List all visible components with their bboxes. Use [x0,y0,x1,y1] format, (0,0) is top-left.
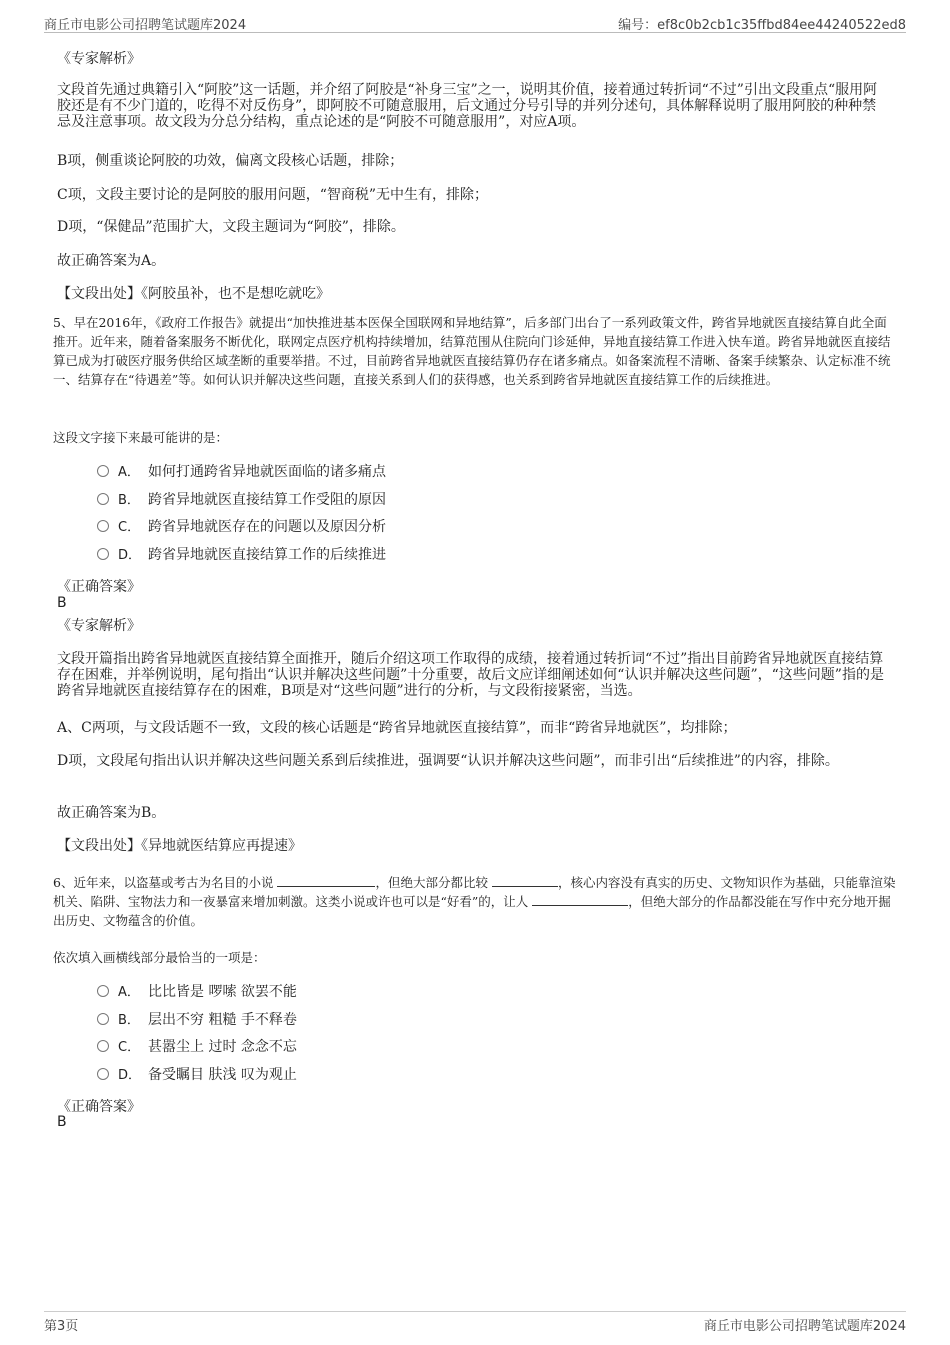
question-5-option-a[interactable]: A． 如何打通跨省异地就医面临的诸多痛点 [97,462,386,482]
source-citation: 【文段出处】《异地就医结算应再提速》 [57,838,302,854]
analysis-paragraph: B项，侧重谈论阿胶的功效，偏离文段核心话题，排除； [57,153,404,169]
radio-icon[interactable] [97,548,109,560]
header-title: 商丘市电影公司招聘笔试题库2024 [44,18,247,33]
radio-icon[interactable] [97,985,109,997]
page-header [44,12,906,33]
blank-line-1 [277,874,375,887]
analysis-paragraph: D项，“保健品”范围扩大，文段主题词为“阿胶”，排除。 [57,219,405,235]
question-5-prompt: 这段文字接下来最可能讲的是： [53,430,229,445]
footer-title: 商丘市电影公司招聘笔试题库2024 [703,1319,906,1334]
question-5-option-c[interactable]: C． 跨省异地就医存在的问题以及原因分析 [97,517,386,537]
correct-answer-label: 《正确答案》 [57,1099,141,1115]
blank-line-3 [532,893,628,906]
question-6-option-c[interactable]: C． 甚嚣尘上 过时 念念不忘 [97,1037,297,1057]
analysis-paragraph: 文段首先通过典籍引入“阿胶”这一话题，并介绍了阿胶是“补身三宝”之一，说明其价值，接着通过转折词“不过”引出文段重点“服用阿胶还是有不少门道的，吃得不对反伤身”，即阿胶不可随意服用，后文通过分号引导的并列分述句，具体解释说明了服用阿胶的种种禁忌及注意事项。故文段为分总分结构，重点论述的是“阿胶不可随意服用”，对应A项。 [57,82,878,130]
correct-answer-value: B [57,595,67,611]
question-6-option-d[interactable]: D． 备受瞩目 肤浅 叹为观止 [97,1065,297,1085]
radio-icon[interactable] [97,1068,109,1080]
blank-line-2 [492,874,558,887]
question-5-option-d[interactable]: D． 跨省异地就医直接结算工作的后续推进 [97,545,386,565]
radio-icon[interactable] [97,465,109,477]
correct-answer-value: B [57,1114,67,1130]
analysis-conclusion: 故正确答案为A。 [57,253,166,269]
radio-icon[interactable] [97,1013,109,1025]
page-number: 第3页 [44,1319,79,1334]
correct-answer-label: 《正确答案》 [57,579,141,595]
radio-icon[interactable] [97,493,109,505]
question-5-option-b[interactable]: B． 跨省异地就医直接结算工作受阻的原因 [97,490,386,510]
expert-analysis-label: 《专家解析》 [57,51,141,67]
radio-icon[interactable] [97,1040,109,1052]
header-doc-id: 编号：ef8c0b2cb1c35ffbd84ee44240522ed8 [618,18,906,33]
analysis-paragraph: 文段开篇指出跨省异地就医直接结算全面推开，随后介绍这项工作取得的成绩，接着通过转折词“不过”指出目前跨省异地就医直接结算存在困难，并举例说明，尾句指出“认识并解决这些问题”十分重要，故后文应详细阐述如何“认识并解决这些问题”，“这些问题”指的是跨省异地就医直接结算存在的困难，B项是对“这些问题”进行的分析，与文段衔接紧密，当选。 [57,651,884,699]
page-footer [44,1311,906,1334]
radio-icon[interactable] [97,520,109,532]
analysis-paragraph: C项，文段主要讨论的是阿胶的服用问题，“智商税”无中生有，排除； [57,187,489,203]
analysis-conclusion: 故正确答案为B。 [57,805,166,821]
source-citation: 【文段出处】《阿胶虽补，也不是想吃就吃》 [57,286,330,302]
analysis-paragraph: A、C两项，与文段话题不一致，文段的核心话题是“跨省异地就医直接结算”，而非“跨省异地就医”，均排除； [57,720,737,736]
question-6-prompt: 依次填入画横线部分最恰当的一项是： [53,950,266,965]
question-6-option-b[interactable]: B． 层出不穷 粗糙 手不释卷 [97,1010,297,1030]
question-5-text: 5、早在2016年，《政府工作报告》就提出“加快推进基本医保全国联网和异地结算”，后多部门出台了一系列政策文件，跨省异地就医直接结算自此全面推开。近年来，随着备案服务不断优化，联网定点医疗机构持续增加，结算范围从住院向门诊延伸，异地直接结算工作进入快车道。跨省异地就医直接结算已成为打破医疗服务供给区域垄断的重要举措。不过，目前跨省异地就医直接结算仍存在诸多痛点。如备案流程不清晰、备案手续繁杂、认定标准不统一、结算存在“待遇差”等。如何认识并解决这些问题，直接关系到人们的获得感，也关系到跨省异地就医直接结算工作的后续推进。 [53,315,891,387]
analysis-paragraph: D项，文段尾句指出认识并解决这些问题关系到后续推进，强调要“认识并解决这些问题”，而非引出“后续推进”的内容，排除。 [57,753,839,769]
question-6-option-a[interactable]: A． 比比皆是 啰嗦 欲罢不能 [97,982,297,1002]
expert-analysis-label: 《专家解析》 [57,618,141,634]
question-6-text: 6、近年来，以盗墓或考古为名目的小说 ，但绝大部分都比较 ，核心内容没有真实的历史、文物知识作为基础，只能靠渲染机关、陷阱、宝物法力和一夜暴富来增加刺激。这类小说或许也可以是“好看”的，让人 ，但绝大部分的作品都没能在写作中充分地开掘出历史、文物蕴含的价值。 [53,875,896,928]
